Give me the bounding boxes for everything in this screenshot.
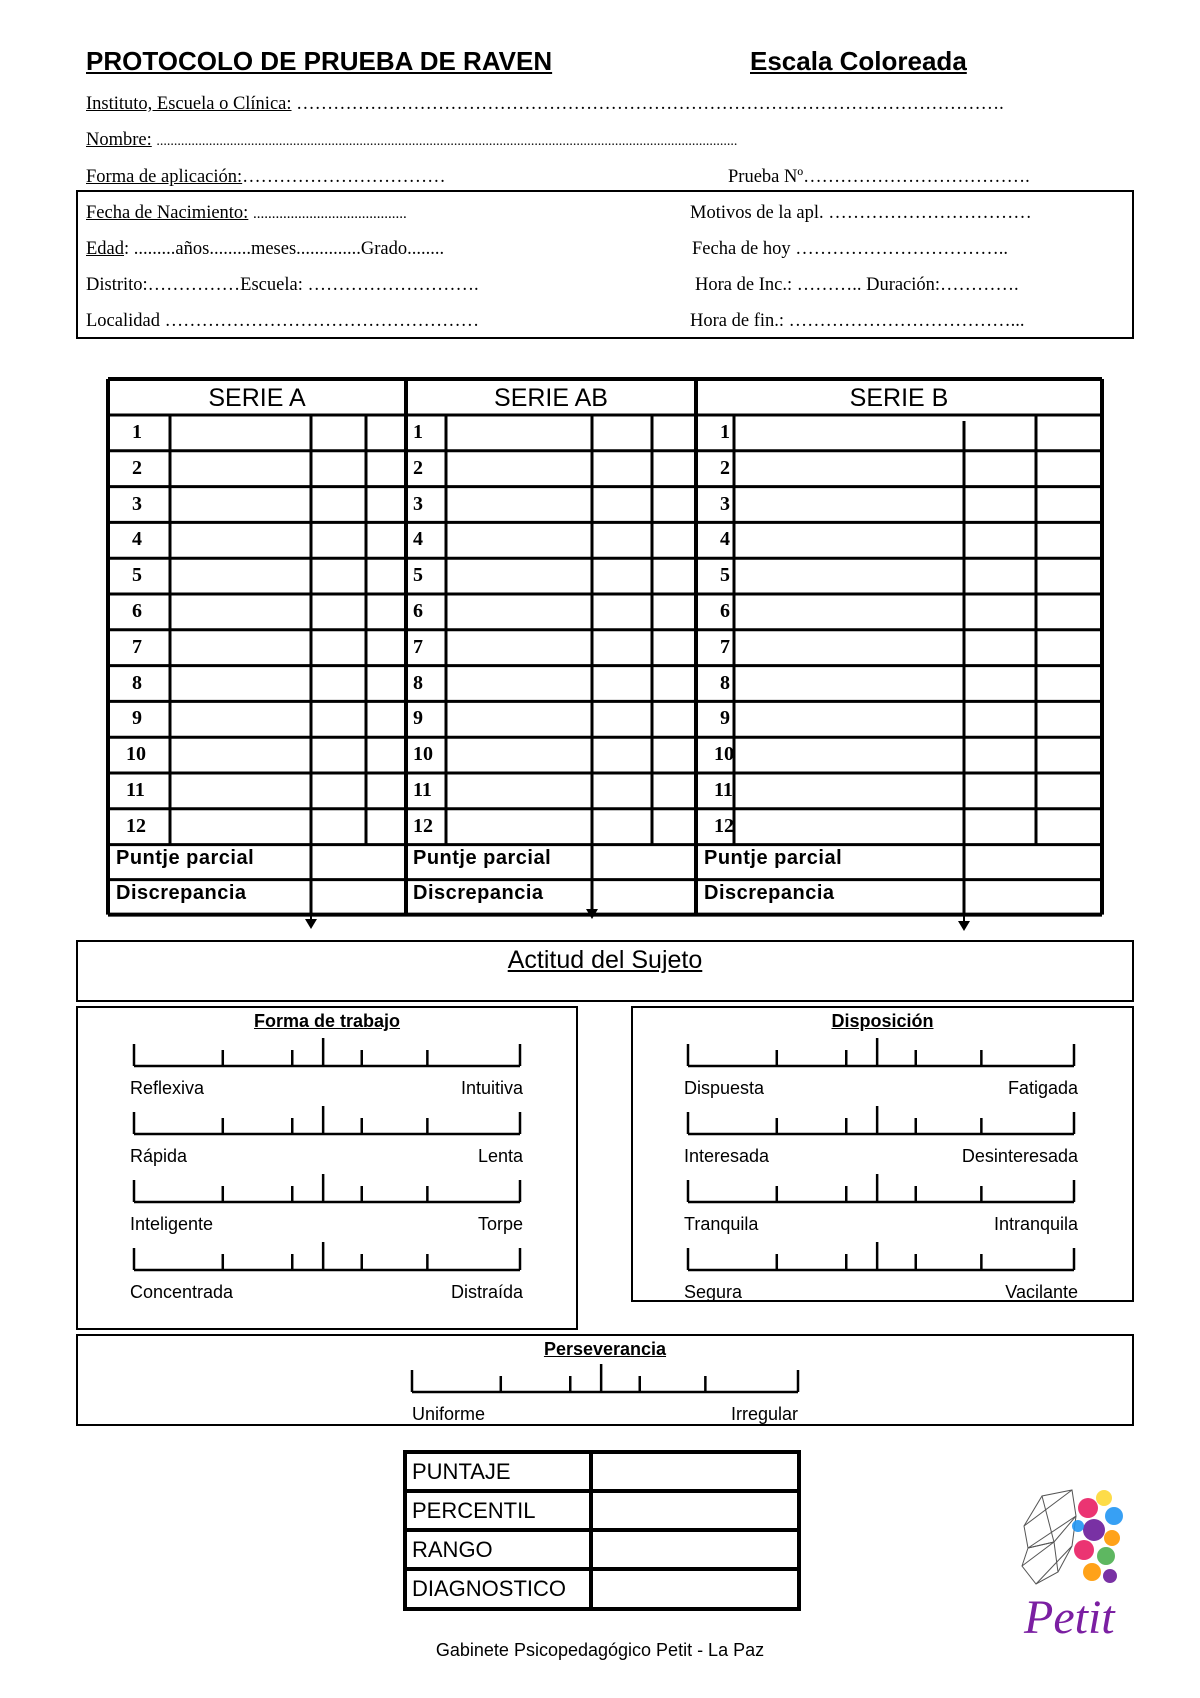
puntaje-value-cell[interactable]	[593, 1454, 797, 1490]
hora-fin-field[interactable]: Hora de fin.: ………………………………...	[690, 311, 1025, 331]
serie-ab-row-number: 9	[413, 707, 423, 730]
work-form-right-label: Distraída	[450, 1282, 523, 1302]
hora-inicio-duracion-field[interactable]: Hora de Inc.: ……….. Duración:………….	[695, 275, 1019, 295]
serie-a-row-number: 4	[132, 528, 142, 551]
serie-b-row-number: 5	[720, 564, 730, 587]
serie-b-partial-label: Puntje parcial	[704, 847, 843, 869]
serie-a-header: SERIE A	[208, 384, 306, 412]
serie-b-row-number: 2	[720, 456, 730, 479]
localidad-field[interactable]: Localidad ……………………………………………	[86, 311, 480, 331]
serie-ab-partial-label: Puntje parcial	[413, 847, 552, 869]
serie-a-row-number: 9	[132, 707, 142, 730]
edad-rest: : .........años.........meses..............Grado........	[124, 239, 445, 259]
forma-dots: ……………………………	[242, 167, 446, 187]
serie-ab-row-number: 8	[413, 671, 423, 694]
motivos-field[interactable]: Motivos de la apl. ……………………………	[690, 203, 1032, 223]
serie-b-row-number: 3	[720, 492, 730, 515]
serie-a-discrepancy-label: Discrepancia	[116, 882, 247, 904]
fecha-nacimiento-dots: .........................................	[252, 206, 407, 222]
disposition-left-label: Interesada	[684, 1146, 770, 1166]
petit-logo	[1014, 1486, 1130, 1646]
serie-b-row-number: 8	[720, 671, 730, 694]
serie-ab-row-number: 5	[413, 564, 423, 587]
serie-ab-row-number: 12	[413, 814, 433, 837]
serie-ab-row-number: 7	[413, 635, 423, 658]
disposition-right-label: Fatigada	[1007, 1078, 1078, 1098]
serie-ab-row-number: 6	[413, 600, 423, 622]
serie-b-row-number: 12	[714, 814, 734, 837]
work-form-left-label: Rápida	[130, 1146, 188, 1166]
disposition-left-label: Segura	[684, 1282, 743, 1302]
work-form-right-label: Intuitiva	[460, 1078, 523, 1098]
rango-label: RANGO	[412, 1537, 493, 1562]
disposition-left-label: Tranquila	[684, 1214, 759, 1234]
attitude-title: Actitud del Sujeto	[507, 946, 703, 974]
serie-b-row-number: 7	[720, 635, 730, 658]
serie-ab-row-number: 3	[413, 492, 423, 515]
serie-a-row-number: 5	[132, 564, 142, 587]
serie-b-row-number: 9	[720, 707, 730, 730]
serie-ab-row-number: 11	[413, 779, 432, 801]
serie-b-row-number: 11	[714, 779, 733, 801]
serie-a-row-number: 3	[132, 492, 142, 515]
serie-a-row-number: 10	[126, 743, 146, 766]
serie-a-partial-label: Puntje parcial	[116, 847, 255, 869]
puntaje-label: PUNTAJE	[412, 1459, 511, 1484]
instituto-label: Instituto, Escuela o Clínica:	[86, 94, 292, 114]
brain-logo-icon	[1014, 1486, 1130, 1598]
disposition-right-label: Vacilante	[1005, 1282, 1078, 1302]
disposition-left-label: Dispuesta	[684, 1078, 765, 1098]
perseverance-title: Perseverancia	[543, 1339, 667, 1359]
nombre-label: Nombre:	[86, 130, 152, 150]
work-form-right-label: Lenta	[477, 1146, 523, 1166]
edad-label: Edad	[86, 239, 125, 259]
work-form-left-label: Reflexiva	[130, 1078, 205, 1098]
serie-b-row-number: 1	[720, 421, 730, 443]
serie-ab-discrepancy-label: Discrepancia	[413, 882, 544, 904]
serie-a-row-number: 6	[132, 600, 142, 622]
serie-b-discrepancy-label: Discrepancia	[704, 882, 835, 904]
work-form-left-label: Concentrada	[130, 1282, 234, 1302]
percentil-value-cell[interactable]	[593, 1493, 797, 1529]
work-form-left-label: Inteligente	[130, 1214, 214, 1234]
diagnostico-value-cell[interactable]	[593, 1571, 797, 1607]
perseverance-right-label: Irregular	[730, 1404, 798, 1424]
disposition-right-label: Desinteresada	[961, 1146, 1078, 1166]
work-form-right-label: Torpe	[477, 1214, 523, 1234]
diagnostico-label: DIAGNOSTICO	[412, 1576, 567, 1601]
serie-b-header: SERIE B	[849, 384, 949, 412]
serie-ab-row-number: 10	[413, 743, 433, 766]
perseverance-left-label: Uniforme	[412, 1404, 486, 1424]
serie-b-row-number: 6	[720, 600, 730, 622]
serie-ab-row-number: 2	[413, 456, 423, 479]
prueba-field[interactable]: Prueba Nº……………………………….	[728, 167, 1030, 187]
serie-a-row-number: 2	[132, 456, 142, 479]
serie-b-row-number: 4	[720, 528, 730, 551]
serie-a-row-number: 11	[126, 779, 145, 801]
serie-a-row-number: 7	[132, 635, 142, 658]
serie-b-row-number: 10	[714, 743, 734, 766]
serie-ab-header: SERIE AB	[494, 384, 608, 412]
serie-ab-row-number: 1	[413, 421, 423, 443]
work-form-title: Forma de trabajo	[253, 1011, 401, 1031]
percentil-label: PERCENTIL	[412, 1498, 536, 1523]
fecha-hoy-field[interactable]: Fecha de hoy ……………………………..	[692, 239, 1009, 259]
page-title: PROTOCOLO DE PRUEBA DE RAVEN	[86, 46, 553, 76]
serie-a-row-number: 1	[132, 421, 142, 443]
rango-value-cell[interactable]	[593, 1532, 797, 1568]
serie-ab-row-number: 4	[413, 528, 423, 551]
disposition-title: Disposición	[831, 1011, 934, 1031]
instituto-dots: …………………………………………………………………………………………………….	[296, 94, 1004, 114]
forma-label: Forma de aplicación:	[86, 167, 243, 187]
serie-a-row-number: 8	[132, 671, 142, 694]
distrito-escuela-field[interactable]: Distrito:……………Escuela: ……………………….	[86, 275, 479, 295]
petit-logo-text: Petit	[1024, 1591, 1115, 1644]
serie-a-row-number: 12	[126, 814, 146, 837]
fecha-nacimiento-label: Fecha de Nacimiento:	[86, 203, 249, 223]
nombre-dots: ......................................................................................................................................................................	[156, 134, 738, 149]
footer-text: Gabinete Psicopedagógico Petit - La Paz	[435, 1640, 765, 1660]
page-subtitle: Escala Coloreada	[750, 46, 967, 76]
disposition-right-label: Intranquila	[993, 1214, 1078, 1234]
